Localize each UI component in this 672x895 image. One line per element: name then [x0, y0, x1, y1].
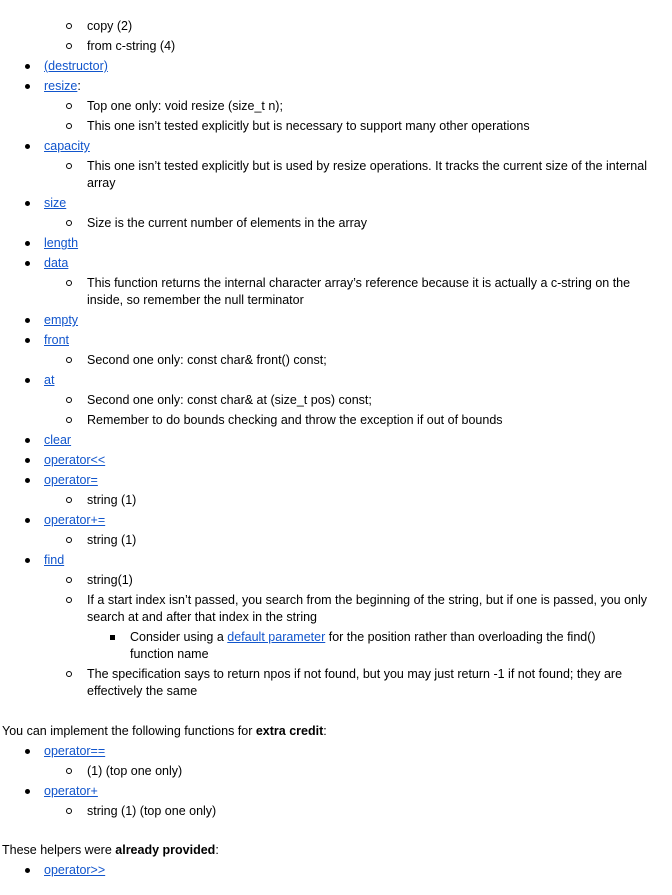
- circle-bullet-icon: [66, 768, 72, 774]
- list-item-operator-assign: [0, 472, 672, 489]
- clear-link[interactable]: clear: [44, 433, 72, 447]
- item-text: (1) (top one only): [87, 764, 183, 778]
- list-item-operator-equal: [0, 743, 672, 760]
- operator-equal-link[interactable]: operator==: [44, 744, 106, 758]
- disc-bullet-icon: [25, 378, 30, 383]
- item-text: from c-string (4): [87, 39, 176, 53]
- disc-bullet-icon: [25, 458, 30, 463]
- extra-credit-bold: extra credit: [255, 724, 324, 738]
- at-link[interactable]: at: [44, 373, 55, 387]
- list-item-operator-plus: [0, 783, 672, 800]
- list-item: [0, 38, 672, 55]
- provided-bold: already provided: [115, 843, 216, 857]
- disc-bullet-icon: [25, 241, 30, 246]
- circle-bullet-icon: [66, 397, 72, 403]
- disc-bullet-icon: [25, 749, 30, 754]
- list-item: [0, 18, 672, 35]
- list-item: [0, 666, 672, 700]
- front-link[interactable]: front: [44, 333, 70, 347]
- disc-bullet-icon: [25, 438, 30, 443]
- disc-bullet-icon: [25, 558, 30, 563]
- circle-bullet-icon: [66, 671, 72, 677]
- square-bullet-icon: [110, 635, 115, 640]
- circle-bullet-icon: [66, 357, 72, 363]
- disc-bullet-icon: [25, 338, 30, 343]
- operator-assign-link[interactable]: operator=: [44, 473, 98, 487]
- list-item-find: [0, 552, 672, 569]
- item-text-suffix: for the position rather than overloading the find() function name: [130, 630, 596, 661]
- list-item-clear: [0, 432, 672, 449]
- disc-bullet-icon: [25, 201, 30, 206]
- disc-bullet-icon: [25, 144, 30, 149]
- list-item-operator-plus-assign: [0, 512, 672, 529]
- circle-bullet-icon: [66, 808, 72, 814]
- circle-bullet-icon: [66, 417, 72, 423]
- extra-credit-suffix: :: [323, 724, 327, 738]
- item-text: The specification says to return npos if not found, but you may just return -1 if not found; they are effectively the same: [87, 667, 623, 698]
- disc-bullet-icon: [25, 789, 30, 794]
- resize-suffix: :: [77, 79, 81, 93]
- list-item: [0, 412, 672, 429]
- item-text: string (1) (top one only): [87, 804, 217, 818]
- list-item-resize: [0, 78, 672, 95]
- operator-plus-link[interactable]: operator+: [44, 784, 98, 798]
- length-link[interactable]: length: [44, 236, 79, 250]
- circle-bullet-icon: [66, 103, 72, 109]
- provided-suffix: :: [215, 843, 219, 857]
- circle-bullet-icon: [66, 220, 72, 226]
- circle-bullet-icon: [66, 280, 72, 286]
- provided-prefix: These helpers were: [2, 843, 116, 857]
- list-item-operator-stream-in: [0, 862, 672, 879]
- list-item: [0, 392, 672, 409]
- empty-link[interactable]: empty: [44, 313, 79, 327]
- list-item: [0, 532, 672, 549]
- list-item: [0, 118, 672, 135]
- destructor-link[interactable]: (destructor): [44, 59, 108, 73]
- default-parameter-link[interactable]: default parameter: [227, 630, 326, 644]
- circle-bullet-icon: [66, 497, 72, 503]
- data-link[interactable]: data: [44, 256, 69, 270]
- item-text: This one isn’t tested explicitly but is used by resize operations. It tracks the current size of the internal array: [87, 159, 647, 190]
- disc-bullet-icon: [25, 84, 30, 89]
- item-text: This one isn’t tested explicitly but is necessary to support many other operations: [87, 119, 530, 133]
- list-item: [0, 629, 672, 663]
- list-item: [0, 215, 672, 232]
- disc-bullet-icon: [25, 64, 30, 69]
- list-item: [0, 763, 672, 780]
- list-item-data: [0, 255, 672, 272]
- list-item-destructor: [0, 58, 672, 75]
- circle-bullet-icon: [66, 23, 72, 29]
- list-item-front: [0, 332, 672, 349]
- list-item: [0, 158, 672, 192]
- item-text: string (1): [87, 533, 137, 547]
- circle-bullet-icon: [66, 597, 72, 603]
- item-text: Remember to do bounds checking and throw the exception if out of bounds: [87, 413, 503, 427]
- circle-bullet-icon: [66, 123, 72, 129]
- circle-bullet-icon: [66, 537, 72, 543]
- operator-plus-assign-link[interactable]: operator+=: [44, 513, 106, 527]
- item-text: If a start index isn’t passed, you search from the beginning of the string, but if one is passed, you only search at and after that index in the string: [87, 593, 648, 624]
- find-link[interactable]: find: [44, 553, 65, 567]
- item-text: Top one only: void resize (size_t n);: [87, 99, 283, 113]
- item-text-prefix: Consider using a: [130, 630, 228, 644]
- disc-bullet-icon: [25, 318, 30, 323]
- circle-bullet-icon: [66, 163, 72, 169]
- extra-credit-prefix: You can implement the following functions for: [2, 724, 256, 738]
- list-item-empty: [0, 312, 672, 329]
- extra-credit-paragraph: [0, 723, 672, 740]
- disc-bullet-icon: [25, 868, 30, 873]
- item-text: copy (2): [87, 19, 133, 33]
- item-text: Second one only: const char& at (size_t pos) const;: [87, 393, 372, 407]
- circle-bullet-icon: [66, 43, 72, 49]
- list-item-operator-stream-out: [0, 452, 672, 469]
- operator-stream-out-link[interactable]: operator<<: [44, 453, 106, 467]
- list-item: [0, 572, 672, 589]
- disc-bullet-icon: [25, 518, 30, 523]
- document-body: [0, 18, 672, 879]
- provided-paragraph: [0, 842, 672, 859]
- item-text: This function returns the internal character array’s reference because it is actually a c-string on the inside, so remember the null terminator: [87, 276, 631, 307]
- list-item: [0, 352, 672, 369]
- disc-bullet-icon: [25, 261, 30, 266]
- list-item-at: [0, 372, 672, 389]
- list-item: [0, 592, 672, 626]
- item-text: Size is the current number of elements in the array: [87, 216, 367, 230]
- list-item: [0, 275, 672, 309]
- disc-bullet-icon: [25, 478, 30, 483]
- list-item-capacity: [0, 138, 672, 155]
- list-item-size: [0, 195, 672, 212]
- list-item: [0, 98, 672, 115]
- list-item-length: [0, 235, 672, 252]
- item-text: Second one only: const char& front() const;: [87, 353, 327, 367]
- circle-bullet-icon: [66, 577, 72, 583]
- capacity-link[interactable]: capacity: [44, 139, 90, 153]
- item-text: string (1): [87, 493, 137, 507]
- operator-stream-in-link[interactable]: operator>>: [44, 863, 106, 877]
- list-item: [0, 492, 672, 509]
- resize-link[interactable]: resize: [44, 79, 78, 93]
- list-item: [0, 803, 672, 820]
- size-link[interactable]: size: [44, 196, 67, 210]
- item-text: string(1): [87, 573, 133, 587]
